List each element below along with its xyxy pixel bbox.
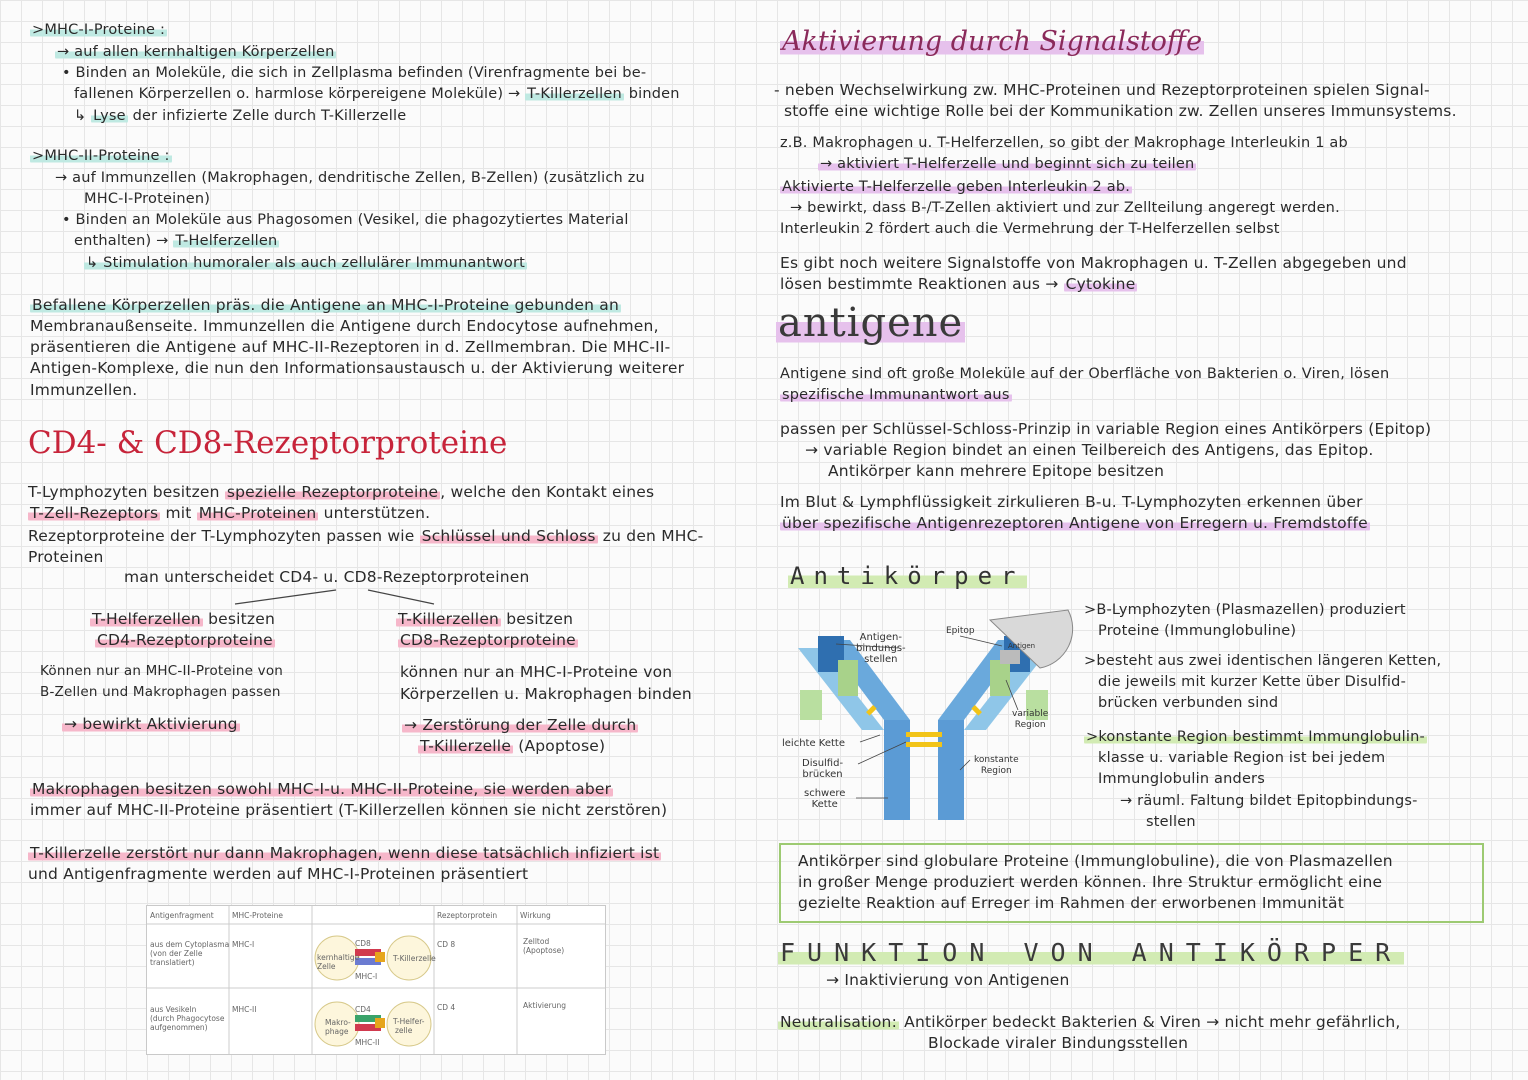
table-header: Antigenfragment [150, 911, 214, 920]
mhc2-line: • Binden an Moleküle aus Phagosomen (Vesikel, die phagozytiertes Material [62, 212, 629, 228]
table-cell: MHC-II [232, 1005, 257, 1014]
table-header: Wirkung [520, 911, 551, 920]
para-line: Befallene Körperzellen präs. die Antigene an MHC-I-Proteine gebunden an [32, 296, 620, 314]
mhc1-line: fallenen Körperzellen o. harmlose körpereigene Moleküle) → T-Killerzellen binden [74, 86, 680, 102]
table-cell: CD4 [355, 1005, 371, 1014]
table-cell: CD 4 [437, 1003, 456, 1012]
mhc2-line: ↳ Stimulation humoraler als auch zellulärer Immunantwort [86, 255, 526, 271]
table-cell: MHC-II [355, 1038, 380, 1047]
fn-line: → Inaktivierung von Antigenen [826, 971, 1070, 989]
table-cell: Zelltod [523, 937, 550, 946]
diagram-label: schwere Kette [804, 788, 846, 810]
ak-line: >besteht aus zwei identischen längeren Ketten, [1084, 653, 1442, 669]
table-cell: Makro- [325, 1018, 351, 1027]
ant-line: passen per Schlüssel-Schloss-Prinzip in variable Region eines Antikörpers (Epitop) [780, 420, 1432, 438]
box-line: Antikörper sind globulare Proteine (Immunglobuline), die von Plasmazellen [798, 852, 1393, 870]
mhc1-line: • Binden an Moleküle, die sich in Zellplasma befinden (Virenfragmente bei be- [62, 65, 647, 81]
table-cell: MHC-I [355, 972, 378, 981]
table-cell: Zelle [317, 962, 336, 971]
fn-line: Neutralisation: Antikörper bedeckt Bakterien & Viren → nicht mehr gefährlich, [780, 1013, 1401, 1031]
antigene-title: antigene [778, 300, 964, 346]
funktion-title: FUNKTION VON ANTIKÖRPER [780, 938, 1403, 967]
para-line: Antigen-Komplexe, die nun den Informationsaustausch u. der Aktivierung weiterer [30, 359, 685, 377]
box-line: in großer Menge produziert werden können. Ihre Struktur ermöglicht eine [798, 873, 1383, 891]
table-cell: phage [325, 1027, 349, 1036]
diagram-label: variable Region [1012, 709, 1049, 730]
mhc1-line: ↳ Lyse der infizierte Zelle durch T-Killerzelle [74, 108, 407, 124]
diagram-label: Disulfid- brücken [802, 758, 844, 780]
ak-line: stellen [1146, 814, 1196, 830]
ak-line: die jeweils mit kurzer Kette über Disulfid- [1098, 674, 1406, 690]
cd-title: CD4- & CD8-Rezeptorproteine [28, 425, 508, 461]
table-header: MHC-Proteine [232, 911, 283, 920]
ak-line: → räuml. Faltung bildet Epitopbindungs- [1120, 793, 1418, 809]
tk-line: T-Killerzelle (Apoptose) [420, 737, 606, 755]
table-cell: T-Helfer- [393, 1017, 425, 1026]
table-cell: CD8 [355, 939, 371, 948]
diagram-label: leichte Kette [782, 738, 846, 749]
cd-line: T-Zell-Rezeptors mit MHC-Proteinen unterstützen. [30, 504, 431, 522]
table-cell: MHC-I [232, 940, 255, 949]
table-cell: T-Killerzelle [393, 954, 436, 963]
table-header: Rezeptorprotein [437, 911, 498, 920]
diagram-label: Antigen- bindungs- stellen [856, 632, 906, 665]
ak-line: brücken verbunden sind [1098, 695, 1279, 711]
cd-line: Rezeptorproteine der T-Lymphozyten passen wie Schlüssel und Schloss zu den MHC- [28, 527, 704, 545]
tz-line: T-Killerzelle zerstört nur dann Makrophagen, wenn diese tatsächlich infiziert ist [30, 844, 660, 862]
ak-line: >B-Lymphozyten (Plasmazellen) produziert [1084, 602, 1406, 618]
th-line: Können nur an MHC-II-Proteine von [40, 663, 284, 679]
table-cell: (von der Zelle [150, 949, 203, 958]
mhc2-line: → auf Immunzellen (Makrophagen, dendritische Zellen, B-Zellen) (zusätzlich zu [55, 170, 645, 186]
akt-line: Interleukin 2 fördert auch die Vermehrung der T-Helferzellen selbst [780, 221, 1280, 237]
mhc1-heading: >MHC-I-Proteine : [32, 22, 166, 38]
ak-line: klasse u. variable Region ist bei jedem [1098, 750, 1386, 766]
ant-line: über spezifische Antigenrezeptoren Antigene von Erregern u. Fremdstoffe [782, 514, 1368, 532]
mhc2-heading: >MHC-II-Proteine : [32, 148, 170, 164]
diagram-label: Epitop [946, 626, 975, 636]
tk-head: CD8-Rezeptorproteine [400, 631, 576, 649]
aktivierung-title: Aktivierung durch Signalstoffe [782, 26, 1203, 57]
mhc2-line: enthalten) → T-Helferzellen [74, 233, 278, 249]
table-cell: CD 8 [437, 940, 456, 949]
para-line: Immunzellen. [30, 381, 138, 399]
ant-line: Im Blut & Lymphflüssigkeit zirkulieren B-u. T-Lymphozyten erkennen über [780, 493, 1363, 511]
table-cell: Aktivierung [523, 1001, 566, 1010]
akt-line: lösen bestimmte Reaktionen aus → Cytokine [780, 275, 1136, 293]
table-cell: translatiert) [150, 958, 195, 967]
table-cell: zelle [395, 1026, 413, 1035]
ant-line: spezifische Immunantwort aus [782, 387, 1010, 403]
table-cell: aus dem Cytoplasma [150, 940, 230, 949]
diagram-label: Antigen [1008, 642, 1036, 650]
akt-line: Aktivierte T-Helferzelle geben Interleukin 2 ab. [782, 179, 1131, 195]
akt-line: Es gibt noch weitere Signalstoffe von Makrophagen u. T-Zellen abgegeben und [780, 254, 1407, 272]
cd-line: Proteinen [28, 548, 104, 566]
table-cell: (durch Phagocytose [150, 1014, 225, 1023]
tk-head: T-Killerzellen besitzen [398, 610, 574, 628]
th-head: T-Helferzellen besitzen [92, 610, 276, 628]
diagram-label: konstante Region [974, 755, 1019, 776]
ant-line: Antigene sind oft große Moleküle auf der Oberfläche von Bakterien o. Viren, lösen [780, 366, 1390, 382]
table-cell: (Apoptose) [523, 946, 565, 955]
ant-line: → variable Region bindet an einen Teilbereich des Antigens, das Epitop. [805, 441, 1374, 459]
ak-line: >konstante Region bestimmt Immunglobulin- [1086, 729, 1425, 745]
cd-line: man unterscheidet CD4- u. CD8-Rezeptorproteinen [124, 568, 530, 586]
mhc2-line: MHC-I-Proteinen) [84, 191, 211, 207]
mk-line: immer auf MHC-II-Proteine präsentiert (T-Killerzellen können sie nicht zerstören) [30, 801, 668, 819]
th-line: B-Zellen und Makrophagen passen [40, 684, 281, 700]
table-cell: kernhaltige [317, 953, 360, 962]
tk-line: Körperzellen u. Makrophagen binden [400, 685, 692, 703]
ant-line: Antikörper kann mehrere Epitope besitzen [828, 462, 1165, 480]
akt-line: stoffe eine wichtige Rolle bei der Kommunikation zw. Zellen unseres Immunsystems. [784, 102, 1457, 120]
akt-line: → bewirkt, dass B-/T-Zellen aktiviert und zur Zellteilung angeregt werden. [790, 200, 1340, 216]
mk-line: Makrophagen besitzen sowohl MHC-I-u. MHC-II-Proteine, sie werden aber [32, 780, 612, 798]
ak-line: Immunglobulin anders [1098, 771, 1265, 787]
cd-line: T-Lymphozyten besitzen spezielle Rezeptorproteine , welche den Kontakt eines [28, 483, 655, 501]
akt-line: → aktiviert T-Helferzelle und beginnt sich zu teilen [820, 156, 1195, 172]
tk-line: → Zerstörung der Zelle durch [404, 716, 637, 734]
akt-line: z.B. Makrophagen u. T-Helferzellen, so gibt der Makrophage Interleukin 1 ab [780, 135, 1348, 151]
para-line: Membranaußenseite. Immunzellen die Antigene durch Endocytose aufnehmen, [30, 317, 659, 335]
table-cell: aus Vesikeln [150, 1005, 197, 1014]
th-head: CD4-Rezeptorproteine [97, 631, 273, 649]
table-cell: aufgenommen) [150, 1023, 208, 1032]
th-line: → bewirkt Aktivierung [64, 715, 238, 733]
tk-line: können nur an MHC-I-Proteine von [400, 663, 673, 681]
mhc1-line: → auf allen kernhaltigen Körperzellen [57, 44, 335, 60]
antikoerper-title: Antikörper [790, 562, 1025, 590]
fn-line: Blockade viraler Bindungsstellen [928, 1034, 1189, 1052]
akt-line: - neben Wechselwirkung zw. MHC-Proteinen und Rezeptorproteinen spielen Signal- [774, 81, 1430, 99]
tz-line: und Antigenfragmente werden auf MHC-I-Proteinen präsentiert [28, 865, 529, 883]
box-line: gezielte Reaktion auf Erreger im Rahmen der erworbenen Immunität [798, 894, 1344, 912]
para-line: präsentieren die Antigene auf MHC-II-Rezeptoren in d. Zellmembran. Die MHC-II- [30, 338, 671, 356]
ak-line: Proteine (Immunglobuline) [1098, 623, 1297, 639]
